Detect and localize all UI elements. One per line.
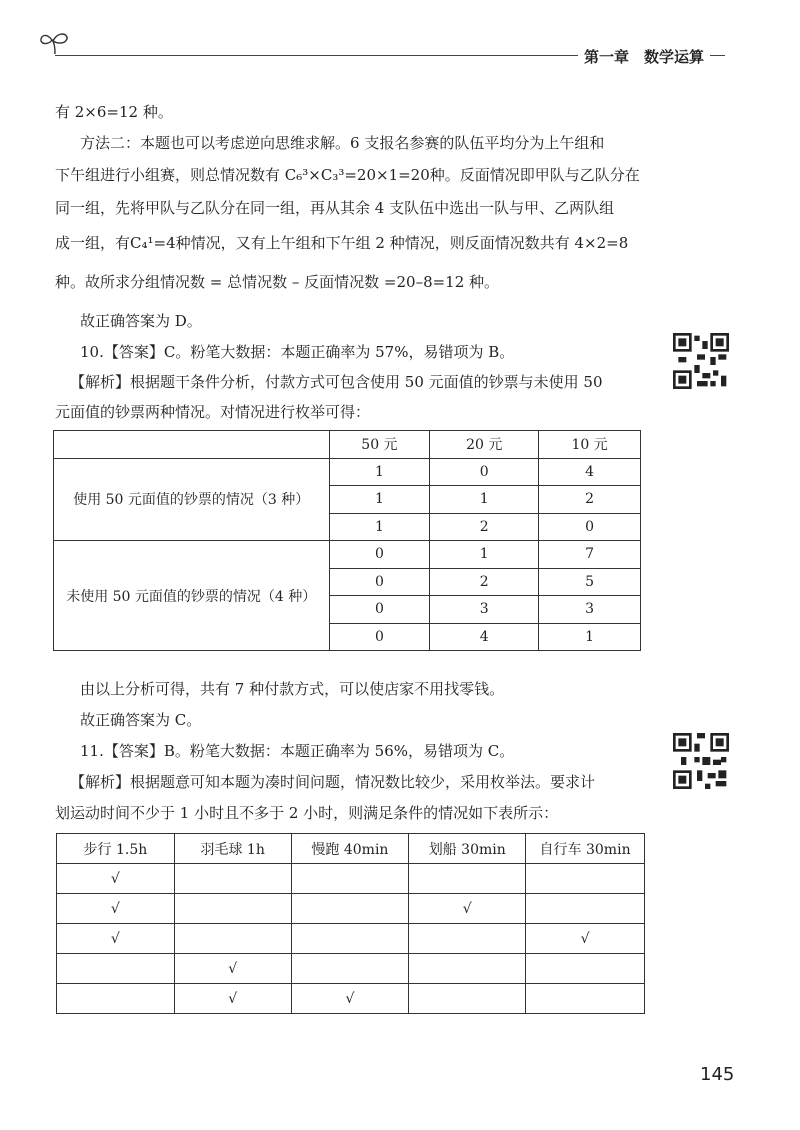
group-label: 未使用 50 元面值的钞票的情况（4 种） [54,541,330,651]
column-header: 步行 1.5h [57,834,175,864]
table-cell: 0 [430,458,539,486]
paragraph: 种。故所求分组情况数 = 总情况数 – 反面情况数 =20–8=12 种。 [55,273,500,291]
check-cell: √ [57,864,175,894]
table-cell: 0 [539,513,641,541]
paragraph: 成一组，有C₄¹=4种情况，又有上午组和下午组 2 种情况，则反面情况数共有 4×2=8 [55,234,629,252]
paragraph: 有 2×6=12 种。 [55,103,173,121]
table-cell: 0 [329,568,430,596]
check-cell [174,864,291,894]
check-cell [526,984,645,1014]
check-cell [409,984,526,1014]
check-cell [57,954,175,984]
check-cell [174,924,291,954]
paragraph: 故正确答案为 D。 [80,312,202,330]
analysis-10: 【解析】根据题干条件分析，付款方式可包含使用 50 元面值的钞票与未使用 50 [70,373,603,391]
exercise-table [56,833,645,1014]
check-cell [291,864,409,894]
table-cell: 1 [430,541,539,569]
paragraph: 故正确答案为 C。 [80,711,202,729]
table-cell: 7 [539,541,641,569]
paragraph: 下午组进行小组赛，则总情况数有 C₆³×C₃³=20×1=20种。反面情况即甲队与乙队分在 [55,166,640,184]
table-cell: 1 [329,513,430,541]
table-cell: 3 [430,596,539,624]
check-cell: √ [57,924,175,954]
check-cell [57,984,175,1014]
check-cell [526,894,645,924]
table-cell: 1 [329,458,430,486]
check-cell: √ [57,894,175,924]
chapter-title: 第一章 数学运算 [578,46,710,67]
check-cell: √ [526,924,645,954]
table-cell: 1 [539,623,641,651]
page-number: 145 [700,1064,735,1085]
paragraph: 由以上分析可得，共有 7 种付款方式，可以使店家不用找零钱。 [80,680,505,698]
answer-11: 11.【答案】B。粉笔大数据：本题正确率为 56%，易错项为 C。 [80,742,515,760]
table-cell: 0 [329,623,430,651]
check-cell: √ [291,984,409,1014]
table-cell: 0 [329,541,430,569]
table-cell: 0 [329,596,430,624]
check-cell [174,894,291,924]
column-header: 20 元 [430,431,539,459]
column-header: 50 元 [329,431,430,459]
check-cell [409,924,526,954]
check-cell: √ [174,954,291,984]
check-cell [409,864,526,894]
table-cell [54,431,330,459]
table-cell: 3 [539,596,641,624]
table-cell: 4 [430,623,539,651]
column-header: 划船 30min [409,834,526,864]
table-cell: 4 [539,458,641,486]
check-cell [291,894,409,924]
paragraph: 同一组，先将甲队与乙队分在同一组，再从其余 4 支队伍中选出一队与甲、乙两队组 [55,199,615,217]
table-cell: 2 [430,568,539,596]
check-cell: √ [409,894,526,924]
qr-code-icon [673,733,729,789]
table-cell: 2 [539,486,641,514]
qr-code-icon [673,333,729,389]
sprout-logo-icon [38,28,72,56]
table-cell: 5 [539,568,641,596]
check-cell [526,864,645,894]
analysis-11-cont: 划运动时间不少于 1 小时且不多于 2 小时，则满足条件的情况如下表所示： [55,804,559,822]
check-cell: √ [174,984,291,1014]
check-cell [526,954,645,984]
column-header: 慢跑 40min [291,834,409,864]
table-cell: 1 [430,486,539,514]
column-header: 羽毛球 1h [174,834,291,864]
paragraph: 方法二：本题也可以考虑逆向思维求解。6 支报名参赛的队伍平均分为上午组和 [80,134,605,152]
table-cell: 1 [329,486,430,514]
check-cell [409,954,526,984]
check-cell [291,954,409,984]
group-label: 使用 50 元面值的钞票的情况（3 种） [54,458,330,541]
column-header: 10 元 [539,431,641,459]
column-header: 自行车 30min [526,834,645,864]
answer-10: 10.【答案】C。粉笔大数据：本题正确率为 57%，易错项为 B。 [80,343,515,361]
check-cell [291,924,409,954]
table-cell: 2 [430,513,539,541]
analysis-11: 【解析】根据题意可知本题为凑时间问题，情况数比较少，采用枚举法。要求计 [70,773,596,791]
payment-table [53,430,641,651]
analysis-10-cont: 元面值的钞票两种情况。对情况进行枚举可得： [55,403,371,421]
